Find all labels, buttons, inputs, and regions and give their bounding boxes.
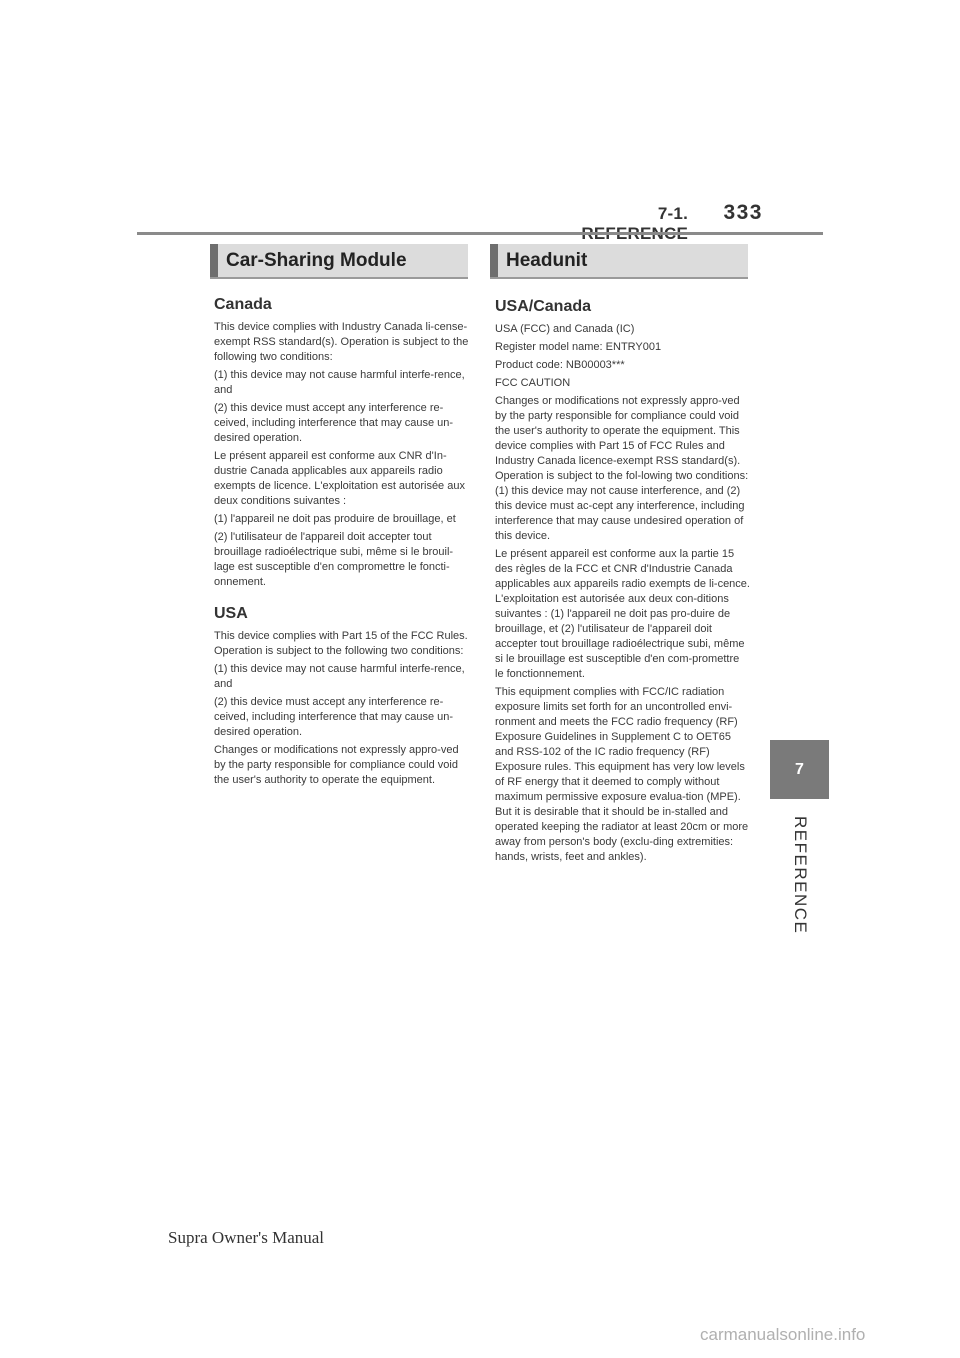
subsection-heading: USA/Canada [495,298,592,315]
left-section-title: Car-Sharing Module [226,250,407,271]
subsection-heading: USA [214,605,248,622]
paragraph: (1) this device may not cause harmful interfe-rence, and [214,369,465,396]
left-section-bar [210,244,468,279]
paragraph: Le présent appareil est conforme aux la partie 15 des règles de la FCC et CNR d'Industrie Canada applicables aux appareils radio exempts de li-cence. L'exploitation est autorisée aux deux con-ditions suivantes : (1) l'appareil ne doit pas pro-duire de brouillage, et (2) l'utilisateur de l'appareil doit accepter tout brouillage radioélectrique subi, même si le brouillage est susceptible d'en com-promettre le fonctionnement. [495,548,750,680]
chapter-label: REFERENCE [791,816,810,935]
header-divider [137,232,823,235]
paragraph: (2) this device must accept any interference re-ceived, including interference that may cause un-desired operation. [214,696,454,738]
paragraph: Register model name: ENTRY001 [495,341,662,353]
paragraph: Changes or modifications not expressly appro-ved by the party responsible for compliance could void the user's authority to operate the equipment. [214,744,459,786]
page-number: 333 [723,201,763,224]
section-bar-accent [210,244,218,277]
paragraph: (2) this device must accept any interference re-ceived, including interference that may cause un-desired operation. [214,402,454,444]
right-column [495,298,750,868]
paragraph: Changes or modifications not expressly appro-ved by the party responsible for compliance could void the user's authority to operate the equipment. This device complies with Part 15 of FCC Rules and Industry Canada licence-exempt RSS standard(s). Operation is subject to the fol-lowing two conditions: (1) this device may not cause interference, and (2) this device must ac-cept any interference, including interference that may cause undesired operation of this device. [495,395,749,542]
paragraph: Le présent appareil est conforme aux CNR d'In-dustrie Canada applicables aux appareils radio exempts de licence. L'exploitation est autorisée aux deux conditions suivantes : [214,450,465,507]
right-section-title: Headunit [506,250,588,271]
paragraph: (2) l'utilisateur de l'appareil doit accepter tout brouillage radioélectrique subi, même si le brouil-lage est susceptible d'en compromettre le foncti-onnement. [214,531,454,588]
subsection-heading: Canada [214,296,272,313]
paragraph: (1) this device may not cause harmful interfe-rence, and [214,663,465,690]
chapter-tab: 7 [770,740,829,799]
section-bar-accent [490,244,498,277]
paragraph: This equipment complies with FCC/IC radiation exposure limits set forth for an uncontrolled envi-ronment and meets the FCC radio frequency (RF) Exposure Guidelines in Supplement C to OET65 and RSS-102 of the IC radio frequency (RF) Exposure rules. This equipment has very low levels of RF energy that it deemed to comply without maximum permissive exposure evalua-tion (MPE). But it is desirable that it should be in-stalled and operated keeping the radiator at least 20cm or more away from person's body (exclu-ding extremities: hands, wrists, feet and ankles). [495,686,749,863]
paragraph: USA (FCC) and Canada (IC) [495,323,635,335]
left-column [214,296,469,791]
paragraph: (1) l'appareil ne doit pas produire de brouillage, et [214,513,456,525]
paragraph: This device complies with Industry Canada li-cense-exempt RSS standard(s). Operation is subject to the following two conditions: [214,321,469,363]
paragraph: This device complies with Part 15 of the FCC Rules. Operation is subject to the following two conditions: [214,630,468,657]
watermark: carmanualsonline.info [700,1325,866,1344]
right-section-bar [490,244,748,279]
manual-title: Supra Owner's Manual [168,1228,325,1247]
section-header: 7-1. [657,204,688,223]
paragraph: FCC CAUTION [495,377,571,389]
paragraph: Product code: NB00003*** [495,359,625,371]
